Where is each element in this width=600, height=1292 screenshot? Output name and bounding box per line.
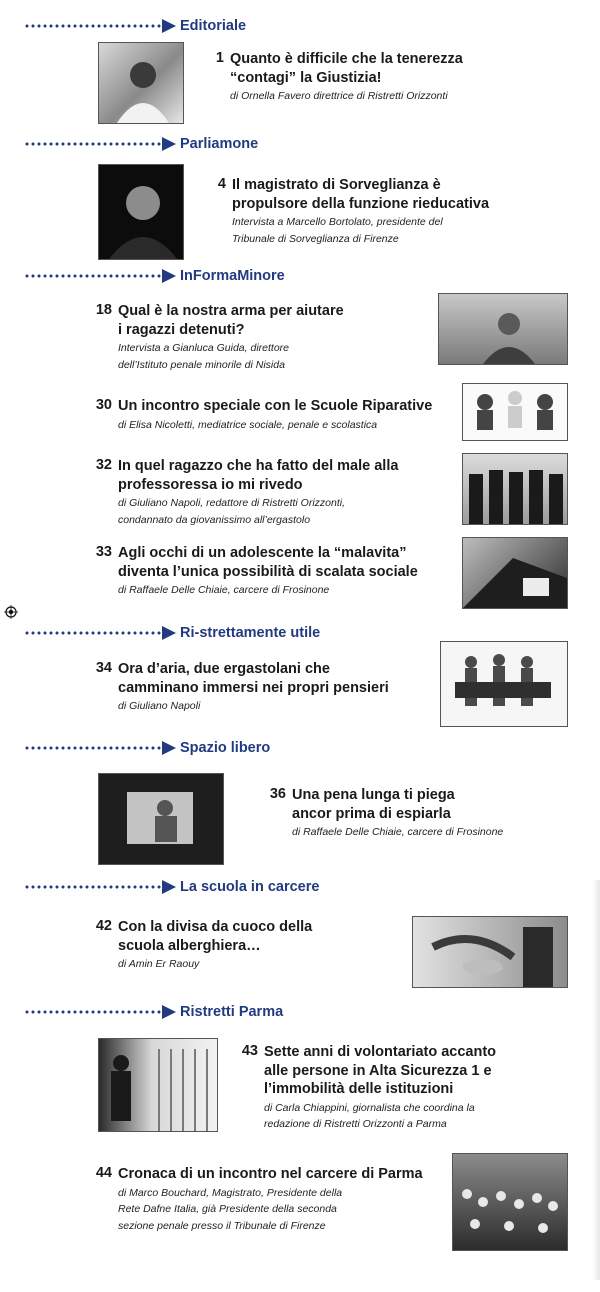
section-arrow-icon [162, 1005, 176, 1019]
registration-mark-icon [4, 605, 18, 619]
photo-ergastolani-statue [440, 641, 568, 727]
article-title[interactable]: Una pena lunga ti piega ancor prima di espiarla [292, 787, 455, 822]
section-title: Parliamone [180, 136, 259, 152]
section-header-editoriale [24, 16, 246, 36]
dotted-rule [24, 274, 164, 278]
photo-ornella-favero [98, 42, 184, 124]
article-title[interactable]: Quanto è difficile che la tenerezza “contagi” la Giustizia! [230, 51, 463, 86]
section-arrow-icon [162, 880, 176, 894]
page-number: 18 [95, 302, 112, 318]
article-byline: Intervista a Gianluca Guida, direttore dell’Istituto penale minorile di Nisida [118, 342, 290, 371]
photo-carcere-parma [98, 1038, 218, 1132]
article-p33[interactable] [95, 544, 418, 599]
photo-scuole-riparative [462, 383, 568, 441]
article-title[interactable]: In quel ragazzo che ha fatto del male alla professoressa io mi rivedo [118, 458, 399, 493]
dotted-rule [24, 746, 164, 750]
article-byline: di Carla Chiappini, giornalista che coordina la redazione di Ristretti Orizzonti a Parma [264, 1101, 475, 1130]
article-p4[interactable] [217, 176, 490, 247]
page-number: 30 [95, 397, 112, 413]
section-arrow-icon [162, 741, 176, 755]
photo-tv-screen [98, 773, 224, 865]
article-title[interactable]: Un incontro speciale con le Scuole Riparative [118, 398, 433, 414]
article-title[interactable]: Ora d’aria, due ergastolani che camminano immersi nei propri pensieri [118, 661, 389, 696]
article-p30[interactable] [95, 397, 433, 433]
section-title: Ristretti Parma [180, 1004, 284, 1020]
section-header-scuola [24, 877, 319, 897]
page-number: 34 [95, 660, 112, 676]
article-p18[interactable] [95, 302, 344, 373]
photo-incontro-parma [452, 1153, 568, 1251]
section-arrow-icon [162, 626, 176, 640]
section-header-informaminore [24, 266, 285, 286]
page-number: 44 [95, 1165, 112, 1181]
section-title: Editoriale [180, 18, 247, 34]
article-title[interactable]: Cronaca di un incontro nel carcere di Parma [118, 1166, 423, 1182]
article-p32[interactable] [95, 457, 399, 528]
dotted-rule [24, 885, 164, 889]
article-title[interactable]: Sette anni di volontariato accanto alle persone in Alta Sicurezza 1 e l’immobilità delle istituzioni [264, 1044, 497, 1097]
article-p36[interactable] [269, 786, 504, 841]
article-byline: di Giuliano Napoli [118, 700, 201, 712]
page-number: 42 [95, 918, 112, 934]
photo-silhouettes [462, 453, 568, 525]
article-title[interactable]: Con la divisa da cuoco della scuola alberghiera… [118, 919, 313, 954]
article-byline: di Raffaele Delle Chiaie, carcere di Frosinone [118, 584, 330, 596]
page-number: 43 [241, 1043, 258, 1059]
article-p1[interactable] [215, 50, 463, 105]
photo-cuoco [412, 916, 568, 988]
section-title: Ri-strettamente utile [180, 625, 321, 641]
article-title[interactable]: Il magistrato di Sorveglianza è propulsore della funzione rieducativa [232, 177, 490, 212]
page-edge-shadow [592, 880, 600, 1280]
photo-gianluca-guida [438, 293, 568, 365]
article-p43[interactable] [241, 1043, 497, 1133]
article-byline: di Ornella Favero direttrice di Ristretti Orizzonti [230, 90, 448, 102]
article-byline: di Elisa Nicoletti, mediatrice sociale, penale e scolastica [118, 418, 378, 431]
section-arrow-icon [162, 19, 176, 33]
page-number: 1 [215, 50, 224, 66]
section-title: InFormaMinore [180, 268, 285, 284]
page-number: 33 [95, 544, 112, 560]
section-header-ristrettamente [24, 623, 320, 643]
page-number: 32 [95, 457, 112, 473]
article-p44[interactable] [95, 1165, 423, 1234]
section-header-parma [24, 1002, 283, 1022]
dotted-rule [24, 631, 164, 635]
section-arrow-icon [162, 269, 176, 283]
dotted-rule [24, 24, 164, 28]
page-number: 4 [217, 176, 226, 192]
dotted-rule [24, 142, 164, 146]
section-title: La scuola in carcere [180, 879, 320, 895]
page-number: 36 [269, 786, 286, 802]
article-p34[interactable] [95, 660, 389, 715]
article-byline: di Raffaele Delle Chiaie, carcere di Frosinone [292, 826, 504, 838]
section-header-parliamone [24, 134, 258, 154]
section-header-spazio [24, 738, 270, 758]
article-byline: di Giuliano Napoli, redattore di Ristretti Orizzonti, condannato da giovanissimo all’ergastolo [118, 497, 346, 526]
article-byline: Intervista a Marcello Bortolato, presidente del Tribunale di Sorveglianza di Firenze [232, 216, 443, 245]
section-title: Spazio libero [180, 740, 271, 756]
article-title[interactable]: Qual è la nostra arma per aiutare i ragazzi detenuti? [118, 303, 344, 338]
article-byline: di Marco Bouchard, Magistrato, Presidente della Rete Dafne Italia, già Presidente della seconda sezione penale presso il Tribunale di Firenze [118, 1186, 343, 1232]
article-title[interactable]: Agli occhi di un adolescente la “malavita” diventa l’unica possibilità di scalata sociale [118, 545, 418, 580]
section-arrow-icon [162, 137, 176, 151]
photo-marcello-bortolato [98, 164, 184, 260]
photo-malavita [462, 537, 568, 609]
article-p42[interactable] [95, 918, 313, 973]
article-byline: di Amin Er Raouy [118, 958, 200, 970]
dotted-rule [24, 1010, 164, 1014]
